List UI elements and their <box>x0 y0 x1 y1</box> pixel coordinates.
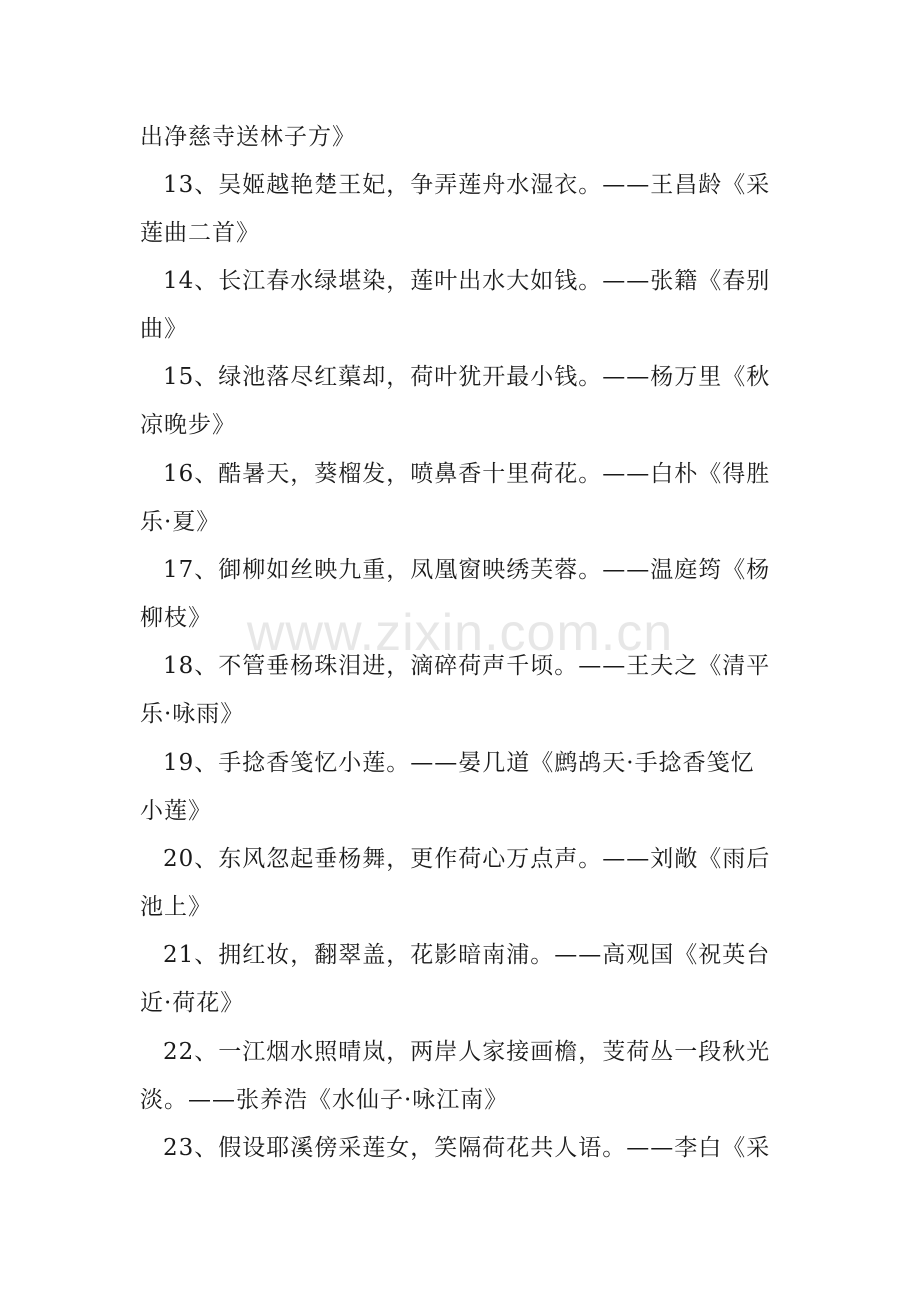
text-line: 凉晚步》 <box>140 412 236 438</box>
text-line: 13、吴姬越艳楚王妃，争弄莲舟水湿衣。——王昌龄《采 <box>163 172 771 198</box>
text-line: 23、假设耶溪傍采莲女，笑隔荷花共人语。——李白《采 <box>163 1135 771 1161</box>
text-line: 曲》 <box>140 316 188 342</box>
text-line: 池上》 <box>140 894 212 920</box>
watermark: www.zixin.com.cn <box>246 604 674 662</box>
text-line: 出净慈寺送林子方》 <box>140 124 356 150</box>
text-line: 14、长江春水绿堪染，莲叶出水大如钱。——张籍《春别 <box>163 268 771 294</box>
text-line: 16、酷暑天，葵榴发，喷鼻香十里荷花。——白朴《得胜 <box>163 461 771 487</box>
text-line: 21、拥红妆，翻翠盖，花影暗南浦。——高观国《祝英台 <box>163 942 771 968</box>
text-line: 柳枝》 <box>140 605 212 631</box>
text-line: 小莲》 <box>140 798 212 824</box>
text-line: 22、一江烟水照晴岚，两岸人家接画檐，芰荷丛一段秋光 <box>163 1039 771 1065</box>
text-line: 18、不管垂杨珠泪进，滴碎荷声千顷。——王夫之《清平 <box>163 653 771 679</box>
text-line: 近·荷花》 <box>140 990 245 1016</box>
text-line: 17、御柳如丝映九重，凤凰窗映绣芙蓉。——温庭筠《杨 <box>163 557 771 583</box>
text-line: 15、绿池落尽红蕖却，荷叶犹开最小钱。——杨万里《秋 <box>163 364 771 390</box>
text-line: 20、东风忽起垂杨舞，更作荷心万点声。——刘敞《雨后 <box>163 846 771 872</box>
text-line: 淡。——张养浩《水仙子·咏江南》 <box>140 1087 509 1113</box>
text-line: 莲曲二首》 <box>140 220 260 246</box>
text-line: 19、手捻香笺忆小莲。——晏几道《鹧鸪天·手捻香笺忆 <box>163 750 755 776</box>
text-line: 乐·夏》 <box>140 509 221 535</box>
text-line: 乐·咏雨》 <box>140 701 245 727</box>
